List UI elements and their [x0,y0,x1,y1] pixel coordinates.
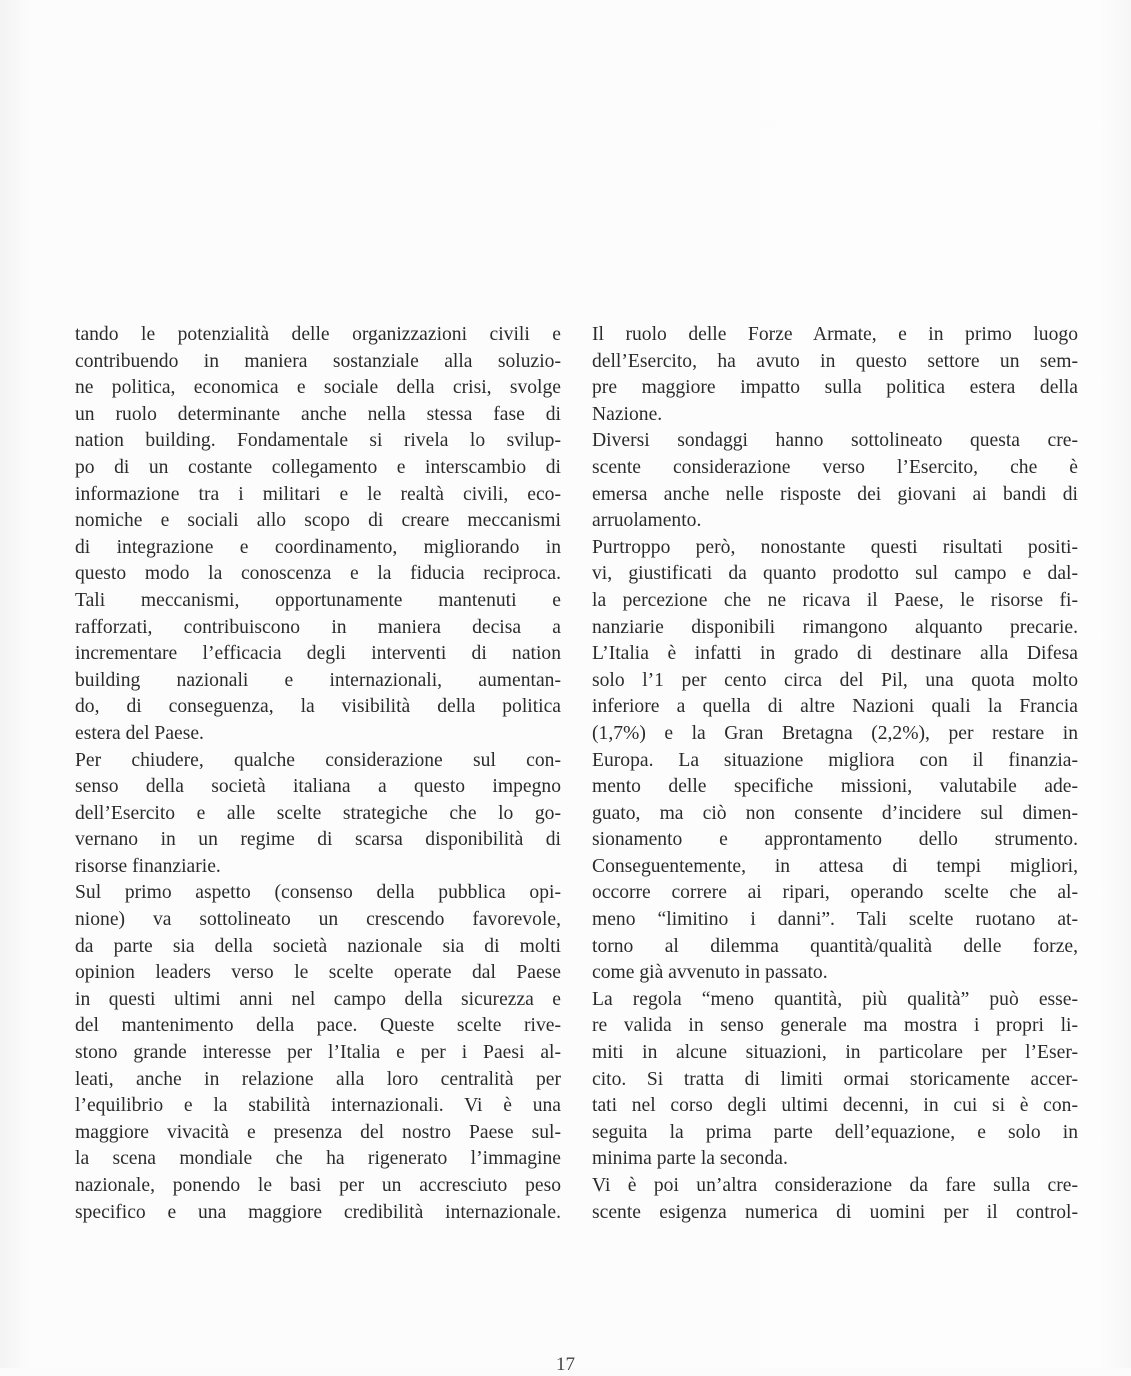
text-line: un ruolo determinante anche nella stessa fase di [75,403,561,425]
text-line: seguita la prima parte dell’equazione, e solo in [592,1121,1078,1143]
left-text-column [75,322,561,1226]
page-number: 17 [556,1354,575,1375]
text-line: tando le potenzialità delle organizzazioni civili e [75,324,561,345]
text-line: mento delle specifiche missioni, valutabile ade- [592,776,1078,798]
text-line: do, di conseguenza, la visibilità della politica [75,696,561,718]
text-line: leati, anche in relazione alla loro centralità per [75,1068,561,1090]
text-line: arruolamento. [592,510,702,532]
text-line: meno “limitino i danni”. Tali scelte ruotano at- [592,909,1078,931]
right-text-column [592,322,1078,1226]
text-line: tati nel corso degli ultimi decenni, in cui si è con- [592,1095,1078,1117]
text-line: cito. Si tratta di limiti ormai storicamente accer- [592,1068,1078,1090]
text-line: informazione tra i militari e le realtà civili, eco- [75,483,561,505]
text-line: L’Italia è infatti in grado di destinare alla Difesa [592,643,1078,665]
text-line: miti in alcune situazioni, in particolare per l’Eser- [592,1042,1078,1064]
text-line: maggiore vivacità e presenza del nostro Paese sul- [75,1121,561,1143]
text-line: vi, giustificati da quanto prodotto sul campo e dal- [592,563,1078,585]
text-line: del mantenimento della pace. Queste scelte rive- [75,1015,561,1037]
text-line: nation building. Fondamentale si rivela lo svilup- [75,430,561,452]
text-line: ne politica, economica e sociale della crisi, svolge [75,377,561,399]
text-line: rafforzati, contribuiscono in maniera decisa a [75,616,561,638]
text-line: Tali meccanismi, opportunamente mantenuti e [75,589,561,611]
text-line: nanziarie disponibili rimangono alquanto precarie. [592,616,1078,638]
text-line: di integrazione e coordinamento, migliorando in [75,536,561,558]
text-line: questo modo la conoscenza e la fiducia reciproca. [75,563,561,585]
text-line: dell’Esercito e alle scelte strategiche che lo go- [75,802,561,824]
text-line: opinion leaders verso le scelte operate dal Paese [75,962,561,984]
text-line: incrementare l’efficacia degli interventi di nation [75,643,561,665]
text-line: contribuendo in maniera sostanziale alla soluzio- [75,350,561,372]
text-line: Il ruolo delle Forze Armate, e in primo luogo [592,324,1078,345]
text-line: l’equilibrio e la stabilità internazionali. Vi è una [75,1095,561,1117]
text-line: estera del Paese. [75,722,204,744]
text-line: risorse finanziarie. [75,855,221,877]
text-line: re valida in senso generale ma mostra i propri li- [592,1015,1078,1037]
text-line: Conseguentemente, in attesa di tempi migliori, [592,855,1078,877]
text-line: dell’Esercito, ha avuto in questo settore un sem- [592,350,1078,372]
text-line: Europa. La situazione migliora con il finanzia- [592,749,1078,771]
text-line: come già avvenuto in passato. [592,962,828,984]
text-line: building nazionali e internazionali, aumentan- [75,669,561,691]
text-line: senso della società italiana a questo impegno [75,776,561,798]
text-line: Nazione. [592,403,663,425]
text-line: scente esigenza numerica di uomini per il control- [592,1201,1078,1223]
text-line: po di un costante collegamento e interscambio di [75,456,561,478]
text-line: occorre correre ai ripari, operando scelte che al- [592,882,1078,904]
text-line: la percezione che ne ricava il Paese, le risorse fi- [592,589,1078,611]
text-line: sionamento e approntamento dello strumento. [592,829,1078,851]
text-line: La regola “meno quantità, più qualità” può esse- [592,988,1078,1010]
text-line: (1,7%) e la Gran Bretagna (2,2%), per restare in [592,722,1078,744]
text-line: Per chiudere, qualche considerazione sul con- [75,749,561,771]
text-line: guato, ma ciò non consente d’incidere sul dimen- [592,802,1078,824]
text-line: pre maggiore impatto sulla politica estera della [592,377,1078,399]
text-line: inferiore a quella di altre Nazioni quali la Francia [592,696,1078,718]
text-line: da parte sia della società nazionale sia di molti [75,935,561,957]
text-line: minima parte la seconda. [592,1148,788,1170]
text-line: la scena mondiale che ha rigenerato l’immagine [75,1148,561,1170]
text-line: vernano in un regime di scarsa disponibilità di [75,829,561,851]
text-line: scente considerazione verso l’Esercito, che è [592,456,1078,478]
text-line: torno al dilemma quantità/qualità delle forze, [592,935,1078,957]
text-line: in questi ultimi anni nel campo della sicurezza e [75,988,561,1010]
text-line: Sul primo aspetto (consenso della pubblica opi- [75,882,561,904]
text-line: nomiche e sociali allo scopo di creare meccanismi [75,510,561,532]
text-line: emersa anche nelle risposte dei giovani ai bandi di [592,483,1078,505]
text-line: Purtroppo però, nonostante questi risultati positi- [592,536,1078,558]
text-line: specifico e una maggiore credibilità internazionale. [75,1201,561,1223]
text-line: Diversi sondaggi hanno sottolineato questa cre- [592,430,1078,452]
text-line: nazionale, ponendo le basi per un accresciuto peso [75,1175,561,1196]
text-line: Vi è poi un’altra considerazione da fare sulla cre- [592,1175,1078,1196]
text-line: stono grande interesse per l’Italia e per i Paesi al- [75,1042,561,1064]
text-line: nione) va sottolineato un crescendo favorevole, [75,909,561,931]
text-line: solo l’1 per cento circa del Pil, una quota molto [592,669,1078,691]
